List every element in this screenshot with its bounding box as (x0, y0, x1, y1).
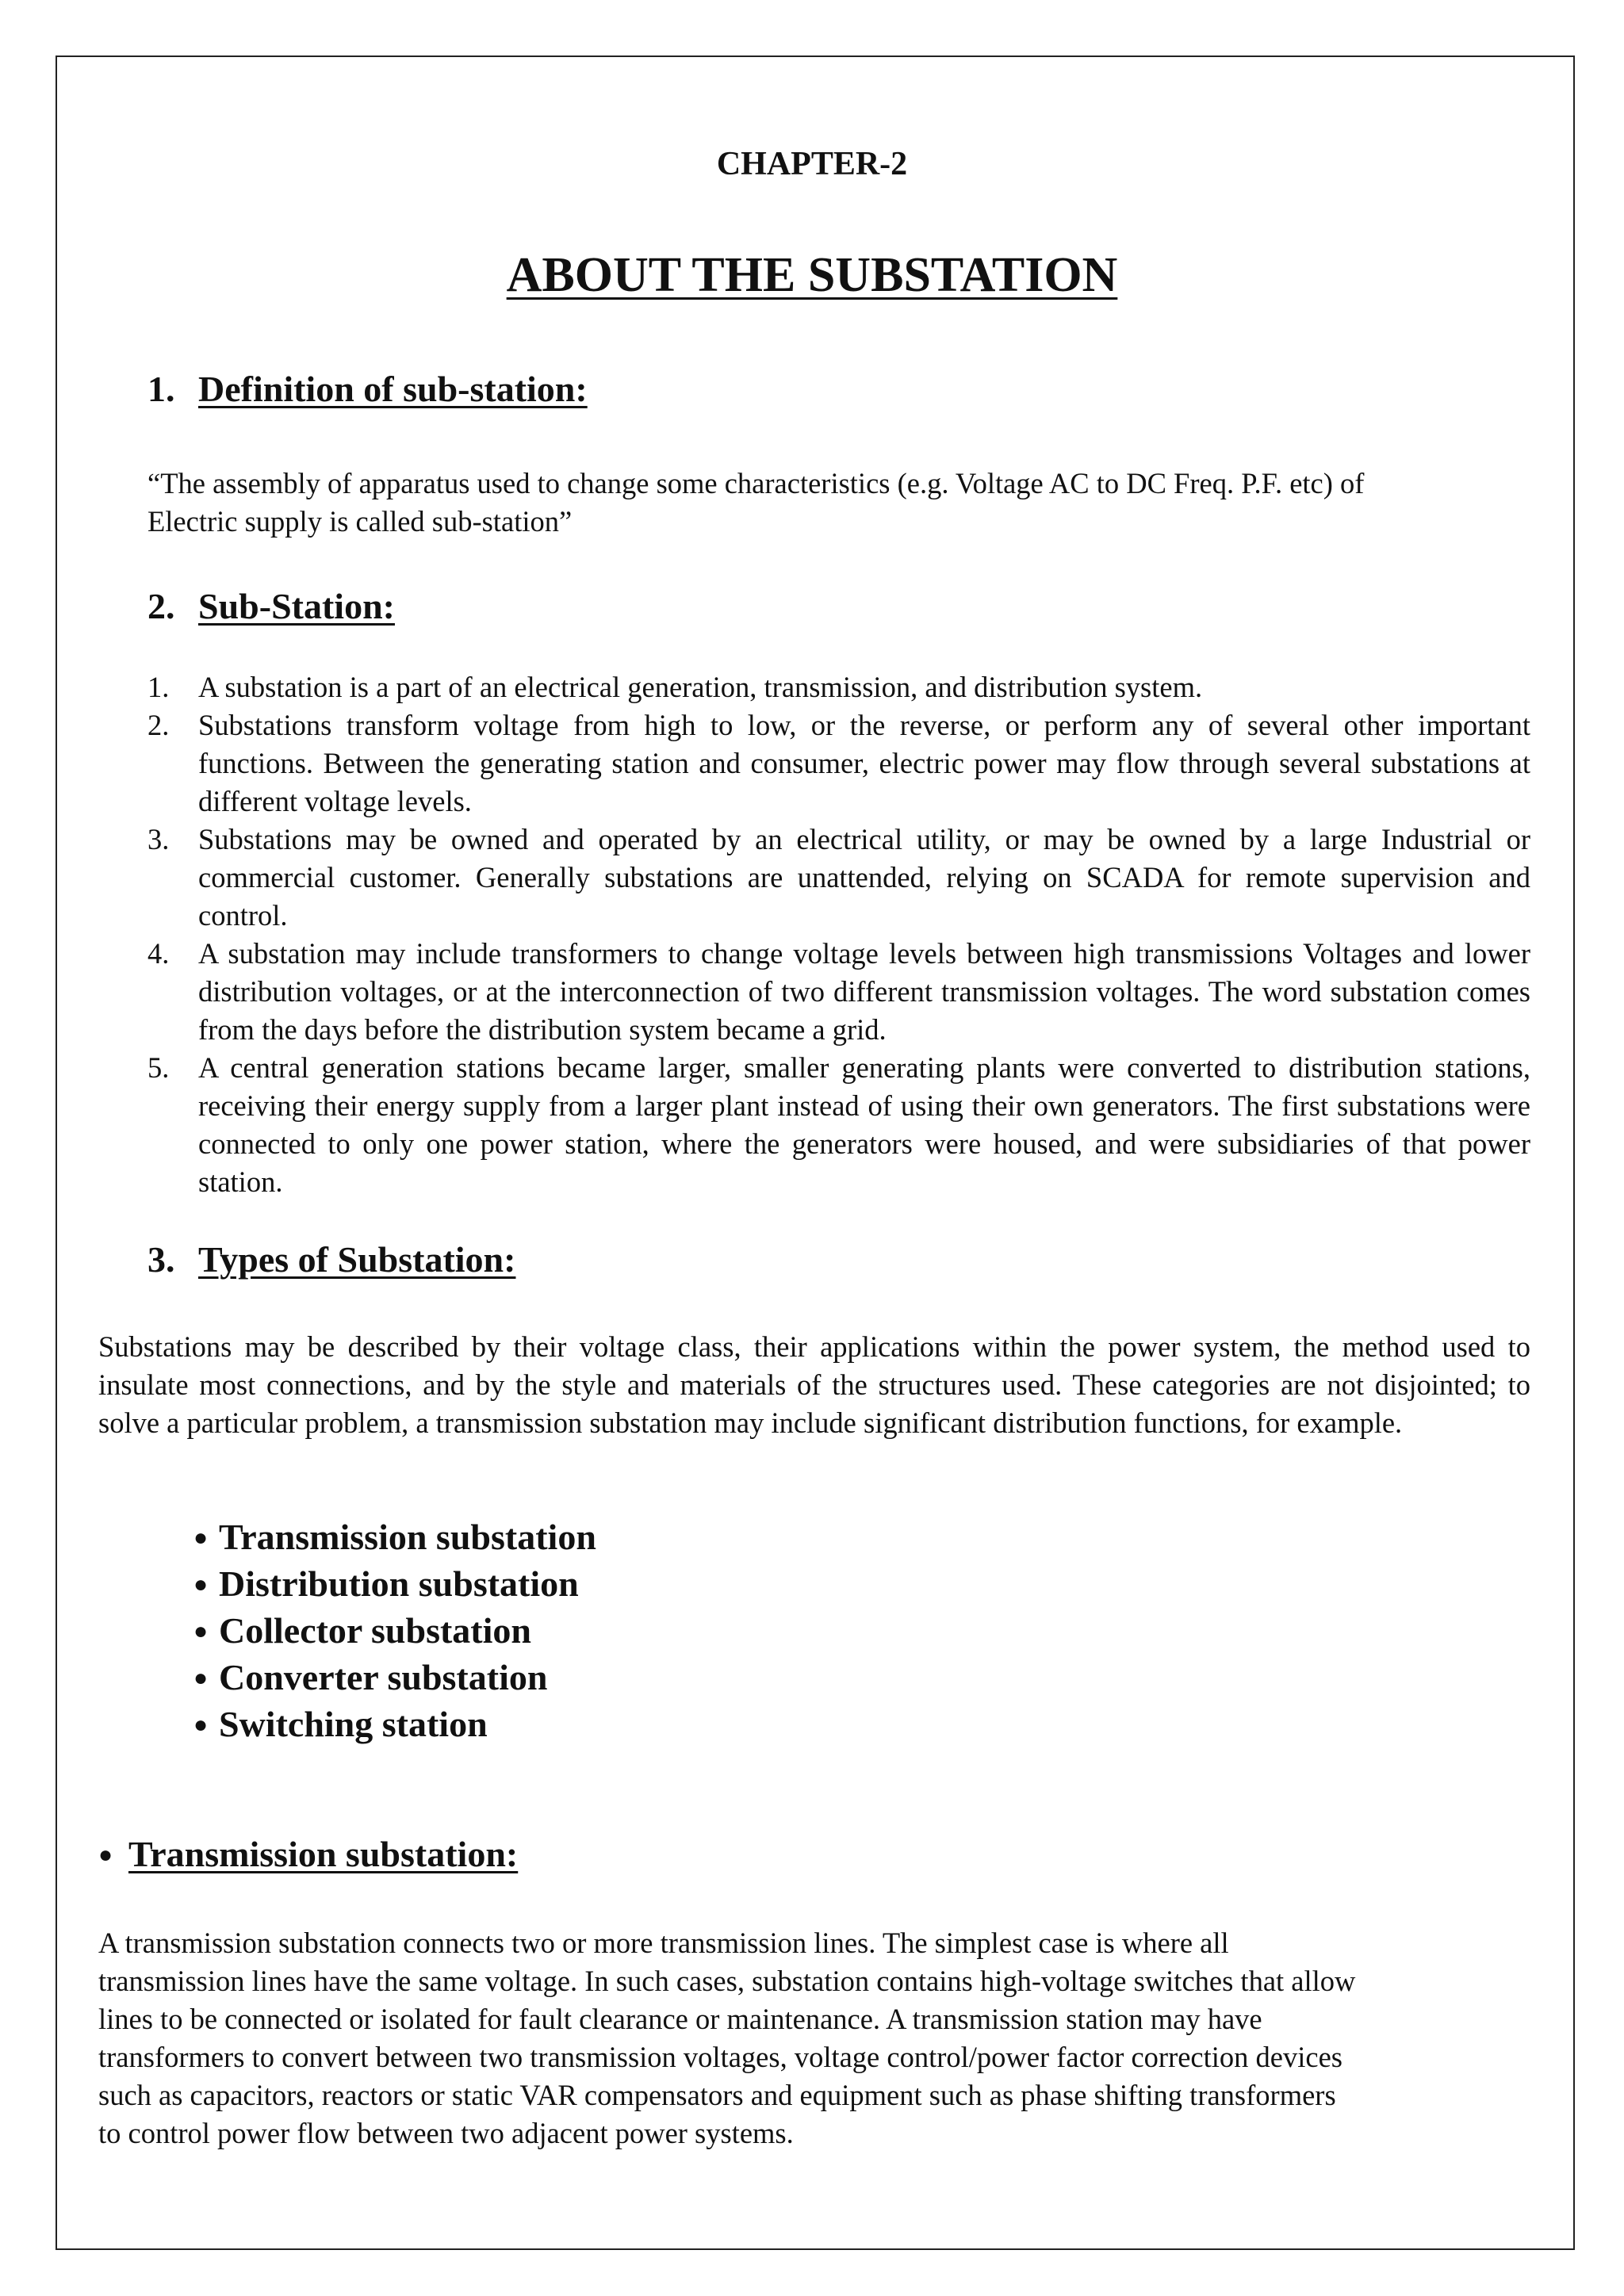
section-heading-types (147, 1238, 515, 1280)
section-title: Definition of sub-station: (198, 369, 588, 409)
bullet-icon: ● (98, 1842, 113, 1868)
section-title: Sub-Station: (198, 586, 395, 626)
section-heading-substation (147, 585, 395, 627)
list-item (147, 821, 1530, 935)
list-item (193, 1514, 596, 1561)
transmission-paragraph (98, 1924, 1530, 2152)
bullet-icon: ● (193, 1571, 209, 1598)
list-item (193, 1701, 596, 1748)
substation-points-list (147, 668, 1530, 1201)
paragraph-line: transformers to convert between two transmission voltages, voltage control/power factor correction devices (98, 2041, 1342, 2073)
list-text: Substations may be owned and operated by an electrical utility, or may be owned by a large Industrial or commercial customer. Generally substations are unattended, relying on SCADA for remote supervision and control. (198, 823, 1530, 932)
paragraph-line: to control power flow between two adjacent power systems. (98, 2117, 794, 2149)
list-number: 1. (147, 671, 170, 703)
section-number: 2. (147, 586, 175, 626)
list-item (147, 668, 1530, 706)
paragraph-line: lines to be connected or isolated for fault clearance or maintenance. A transmission station may have (98, 2003, 1262, 2035)
type-label: Collector substation (219, 1610, 531, 1651)
list-number: 4. (147, 937, 170, 970)
list-number: 5. (147, 1051, 170, 1084)
list-item (193, 1655, 596, 1701)
definition-line: Electric supply is called sub-station” (147, 505, 573, 538)
list-text: A substation is a part of an electrical generation, transmission, and distribution system. (198, 671, 1203, 703)
type-label: Transmission substation (219, 1517, 596, 1557)
paragraph-line: such as capacitors, reactors or static VAR compensators and equipment such as phase shifting transformers (98, 2079, 1336, 2111)
list-item (147, 935, 1530, 1049)
list-number: 3. (147, 823, 170, 855)
list-text: Substations transform voltage from high to low, or the reverse, or perform any of several other important functions. Between the generating station and consumer, electric power may flow through several substations at different voltage levels. (198, 709, 1530, 817)
bullet-icon: ● (193, 1665, 209, 1691)
section-number: 1. (147, 369, 175, 409)
bullet-icon: ● (193, 1618, 209, 1644)
page-title: ABOUT THE SUBSTATION (506, 248, 1118, 302)
type-label: Converter substation (219, 1657, 548, 1697)
bullet-icon: ● (193, 1525, 209, 1551)
types-intro-paragraph: Substations may be described by their voltage class, their applications within the power system, the method used to insulate most connections, and by the style and materials of the structures used. These categories are not disjointed; to solve a particular problem, a transmission substation may include significant distribution functions, for example. (98, 1330, 1530, 1439)
transmission-heading (98, 1833, 518, 1875)
definition-quote (147, 465, 1535, 541)
paragraph-line: transmission lines have the same voltage. In such cases, substation contains high-voltage switches that allow (98, 1965, 1356, 1997)
list-number: 2. (147, 709, 170, 741)
bullet-icon: ● (193, 1712, 209, 1738)
list-text: A central generation stations became larger, smaller generating plants were converted to distribution stations, receiving their energy supply from a larger plant instead of using their own generators. The first substations were connected to only one power station, where the generators were housed, and were subsidiaries of that power station. (198, 1051, 1530, 1198)
type-label: Switching station (219, 1704, 488, 1744)
types-list (193, 1514, 596, 1748)
definition-line: “The assembly of apparatus used to change some characteristics (e.g. Voltage AC to DC Freq. P.F. etc) of (147, 467, 1365, 499)
list-text: A substation may include transformers to change voltage levels between high transmissions Voltages and lower distribution voltages, or at the interconnection of two different transmission voltages. The word substation comes from the days before the distribution system became a grid. (198, 937, 1530, 1046)
section-title: Types of Substation: (198, 1239, 516, 1280)
section-heading-definition (147, 368, 588, 410)
chapter-label: CHAPTER-2 (716, 146, 908, 182)
paragraph-line: A transmission substation connects two or more transmission lines. The simplest case is where all (98, 1927, 1229, 1959)
list-item (147, 1049, 1530, 1201)
list-item (147, 706, 1530, 821)
section-number: 3. (147, 1239, 175, 1280)
type-label: Distribution substation (219, 1563, 579, 1604)
list-item (193, 1608, 596, 1655)
transmission-heading-text: Transmission substation: (128, 1834, 519, 1874)
list-item (193, 1561, 596, 1608)
